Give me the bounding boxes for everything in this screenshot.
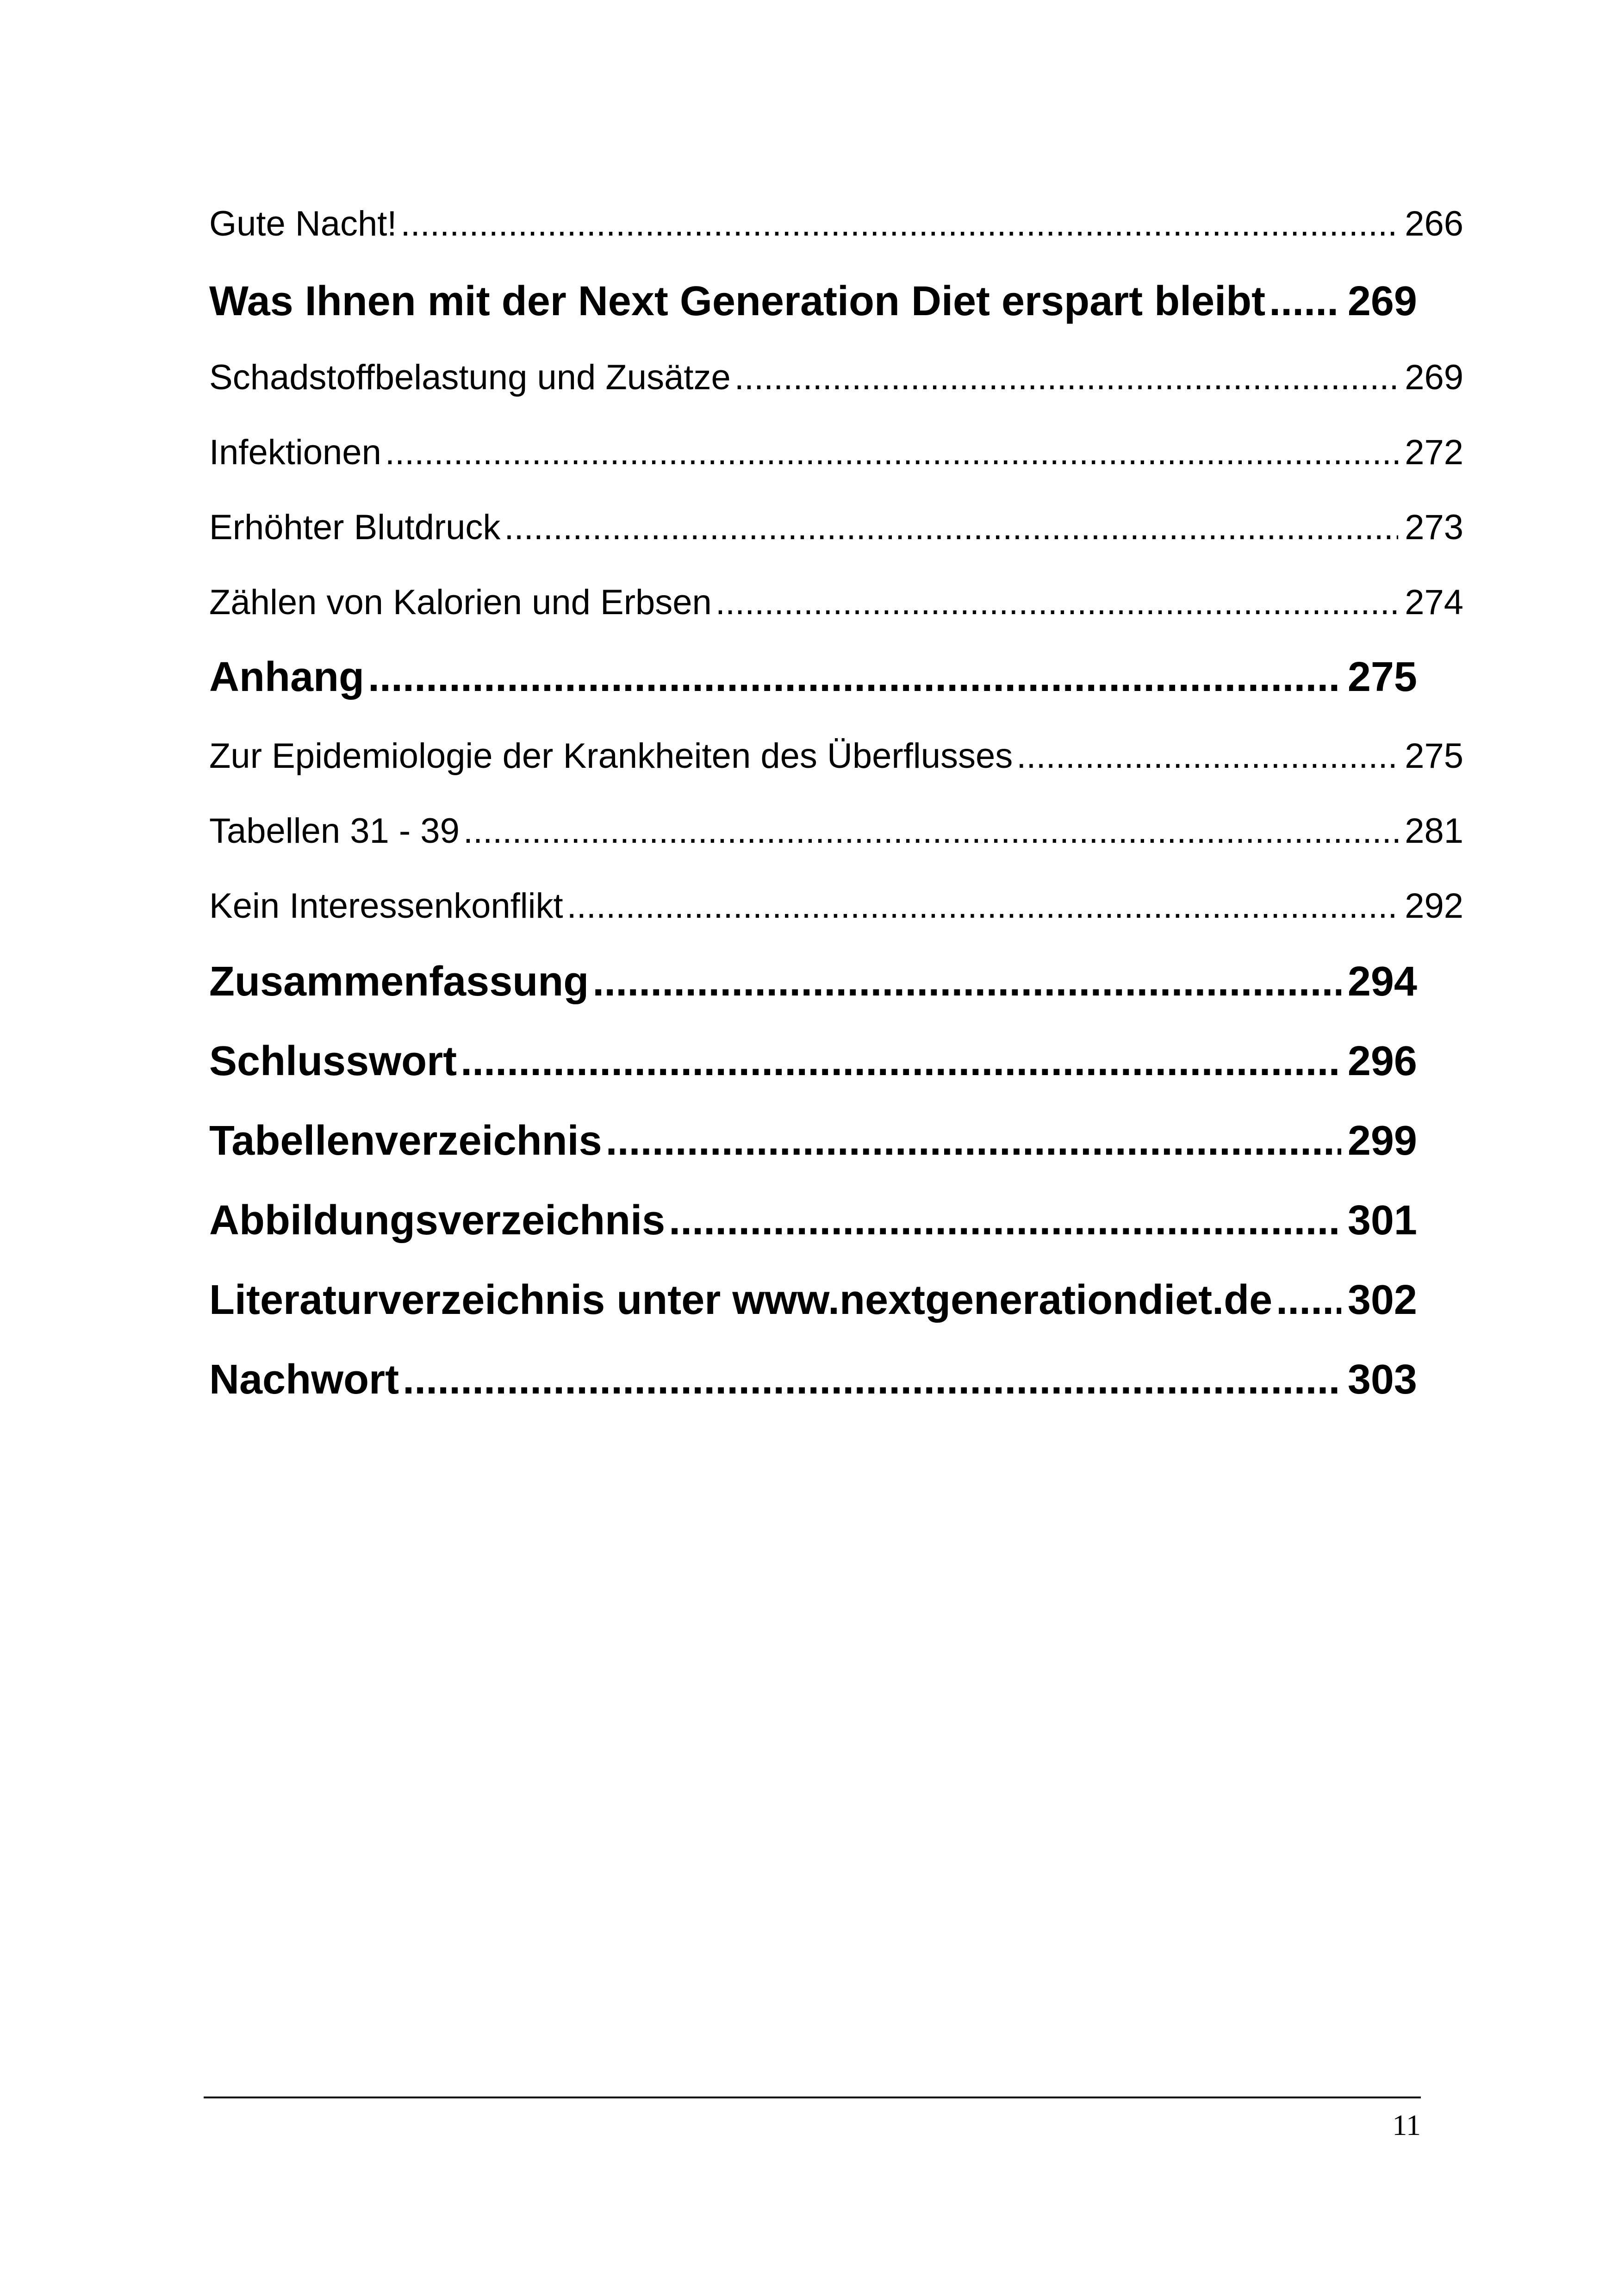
toc-entry-page: 266 <box>1405 204 1463 243</box>
toc-entry-title: Abbildungsverzeichnis <box>209 1197 666 1244</box>
page-number: 11 <box>1392 2109 1421 2141</box>
toc-entry-page: 273 <box>1405 508 1463 547</box>
toc-entry-page: 272 <box>1405 433 1463 472</box>
dot-leader <box>461 1038 1341 1085</box>
dot-leader <box>734 357 1398 398</box>
toc-entry-page: 269 <box>1347 278 1417 324</box>
toc-entry[interactable] <box>209 1197 1417 1252</box>
toc-entry-page: 281 <box>1405 811 1463 851</box>
toc-entry[interactable] <box>209 1117 1417 1173</box>
dot-leader <box>567 886 1399 926</box>
dot-leader <box>504 507 1398 548</box>
dot-leader <box>401 204 1399 244</box>
toc-entry[interactable] <box>209 278 1417 333</box>
dot-leader <box>592 958 1341 1006</box>
toc-entry-title: Infektionen <box>209 433 381 472</box>
toc-entry-page: 274 <box>1405 583 1463 622</box>
dot-leader <box>463 811 1398 851</box>
toc-entry-title: Erhöhter Blutdruck <box>209 508 501 547</box>
dot-leader <box>716 582 1398 622</box>
toc-entry[interactable] <box>209 958 1417 1014</box>
toc-entry-title: Was Ihnen mit der Next Generation Diet erspart bleibt <box>209 278 1266 324</box>
toc-entry-title: Kein Interessenkonflikt <box>209 886 563 926</box>
toc-entry-page: 275 <box>1347 654 1417 700</box>
dot-leader <box>385 432 1398 473</box>
toc-entry-page: 296 <box>1347 1038 1417 1084</box>
toc-entry-page: 303 <box>1347 1356 1417 1403</box>
toc-entry-page: 275 <box>1405 736 1463 776</box>
toc-entry-title: Schadstoffbelastung und Zusätze <box>209 358 731 397</box>
toc-entry-title: Tabellen 31 - 39 <box>209 811 460 851</box>
footer-divider <box>204 2097 1421 2098</box>
toc-entry-page: 302 <box>1347 1277 1417 1323</box>
toc-entry-page: 299 <box>1347 1118 1417 1164</box>
toc-entry[interactable] <box>209 1356 1417 1412</box>
toc-entry[interactable] <box>209 886 1463 932</box>
toc-entry-page: 301 <box>1347 1197 1417 1244</box>
toc-entry[interactable] <box>209 507 1463 554</box>
toc-entry[interactable] <box>209 582 1463 628</box>
toc-entry-title: Zur Epidemiologie der Krankheiten des Überflusses <box>209 736 1013 776</box>
dot-leader <box>368 653 1341 701</box>
dot-leader <box>1269 278 1341 325</box>
dot-leader <box>403 1356 1341 1404</box>
toc-entry[interactable] <box>209 432 1463 479</box>
toc-entry-title: Literaturverzeichnis unter www.nextgenerationdiet.de <box>209 1277 1273 1323</box>
toc-entry-title: Gute Nacht! <box>209 204 397 243</box>
toc-entry-page: 269 <box>1405 358 1463 397</box>
toc-entry[interactable] <box>209 204 1463 250</box>
toc-entry-title: Zusammenfassung <box>209 958 589 1005</box>
toc-entry[interactable] <box>209 1276 1417 1332</box>
toc-entry-title: Tabellenverzeichnis <box>209 1118 602 1164</box>
toc-entry[interactable] <box>209 653 1417 709</box>
dot-leader <box>1276 1276 1341 1324</box>
dot-leader <box>606 1117 1341 1165</box>
toc-entry[interactable] <box>209 357 1463 404</box>
dot-leader <box>1016 736 1398 776</box>
dot-leader <box>669 1197 1341 1244</box>
toc-entry-title: Nachwort <box>209 1356 399 1403</box>
toc-entry[interactable] <box>209 1038 1417 1093</box>
toc-entry-page: 294 <box>1347 958 1417 1005</box>
toc-entry[interactable] <box>209 811 1463 857</box>
toc-entry-title: Schlusswort <box>209 1038 457 1084</box>
toc-entry-title: Anhang <box>209 654 364 700</box>
toc-entry-title: Zählen von Kalorien und Erbsen <box>209 583 712 622</box>
toc-entry-page: 292 <box>1405 886 1463 926</box>
toc-entry[interactable] <box>209 736 1463 782</box>
